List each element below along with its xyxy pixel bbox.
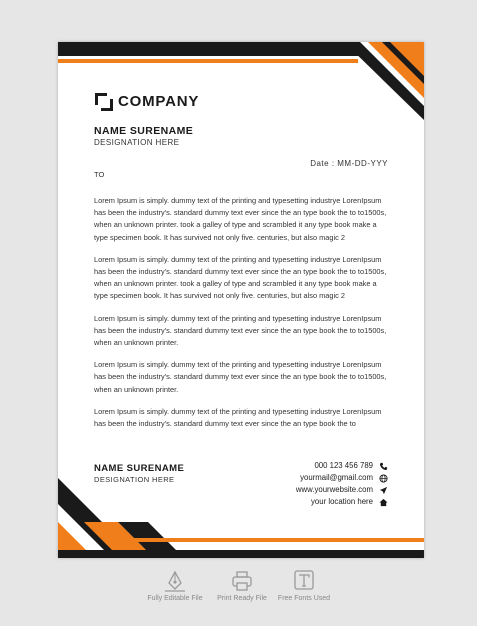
contact-phone-row (296, 460, 388, 472)
letter-body (94, 195, 388, 440)
letterhead-page (58, 42, 424, 558)
body-paragraph: Lorem Ipsum is simply. dummy text of the printing and typesetting industrye LorenIpsum has been the industry's. standard dummy text ever since the an type book the to (94, 406, 382, 429)
company-name: COMPANY (118, 93, 200, 110)
feature-editable-label: Fully Editable File (147, 595, 203, 602)
contact-website-row (296, 484, 388, 496)
font-icon (294, 570, 314, 592)
body-paragraph: Lorem Ipsum is simply. dummy text of the printing and typesetting industrye LorenIpsum has been the industry's. standard dummy text ever since the an type book the to to1500s, when an unknown printer. took a galley of type and scrambled it any type book make a type specimen book. It has survived not only five. centuries, but also magic 2 (94, 196, 387, 242)
sender-designation: DESIGNATION HERE (94, 138, 180, 147)
footer-name: NAME SURENAME (94, 463, 185, 474)
email-text: yourmail@gmail.com (300, 473, 373, 482)
bottom-left-corner-shape (58, 478, 178, 558)
footer-designation: DESIGNATION HERE (94, 475, 175, 484)
feature-editable (145, 570, 205, 604)
phone-icon (379, 462, 388, 471)
feature-print-ready (212, 570, 272, 604)
feature-print-label: Print Ready File (217, 595, 267, 602)
body-paragraph: Lorem Ipsum is simply. dummy text of the printing and typesetting industrye LorenIpsum has been the industry's. standard dummy text ever since the an type book the to to1500s, when an unknown printer. took a galley of type and scrambled it any type book make a type specimen book. It has survived not only five. centuries, but also magic 2 (94, 254, 387, 301)
contact-email-row (296, 472, 388, 484)
contact-block (296, 460, 388, 508)
company-logo-icon (94, 92, 114, 112)
feature-fonts-label: Free Fonts Used (277, 595, 331, 602)
footer-orange-stripe (118, 538, 424, 542)
location-text: your location here (311, 497, 373, 506)
header-orange-stripe (58, 59, 358, 63)
printer-icon (231, 570, 253, 592)
home-icon (379, 498, 388, 507)
website-text: www.yourwebsite.com (295, 485, 373, 494)
sender-name: NAME SURENAME (94, 125, 194, 137)
pen-tool-icon (165, 570, 185, 592)
feature-free-fonts (274, 570, 334, 604)
body-paragraph: Lorem Ipsum is simply. dummy text of the printing and typesetting industrye LorenIpsum has been the industry's. standard dummy text ever since the an type book the to to1500s, when an unknown printer. (94, 360, 387, 394)
top-right-corner-shape (344, 42, 424, 120)
date-line: Date : MM-DD-YYY (310, 159, 388, 168)
send-icon (379, 486, 388, 495)
globe-icon (379, 474, 388, 483)
footer-black-bar (58, 550, 424, 558)
recipient-label: TO (94, 170, 105, 179)
contact-location-row (296, 496, 388, 508)
phone-text: 000 123 456 789 (314, 461, 373, 470)
body-paragraph: Lorem Ipsum is simply. dummy text of the printing and typesetting industrye LorenIpsum has been the industry's. standard dummy text ever since the an type book the to to1500s, when an unknown printer. (94, 313, 387, 348)
